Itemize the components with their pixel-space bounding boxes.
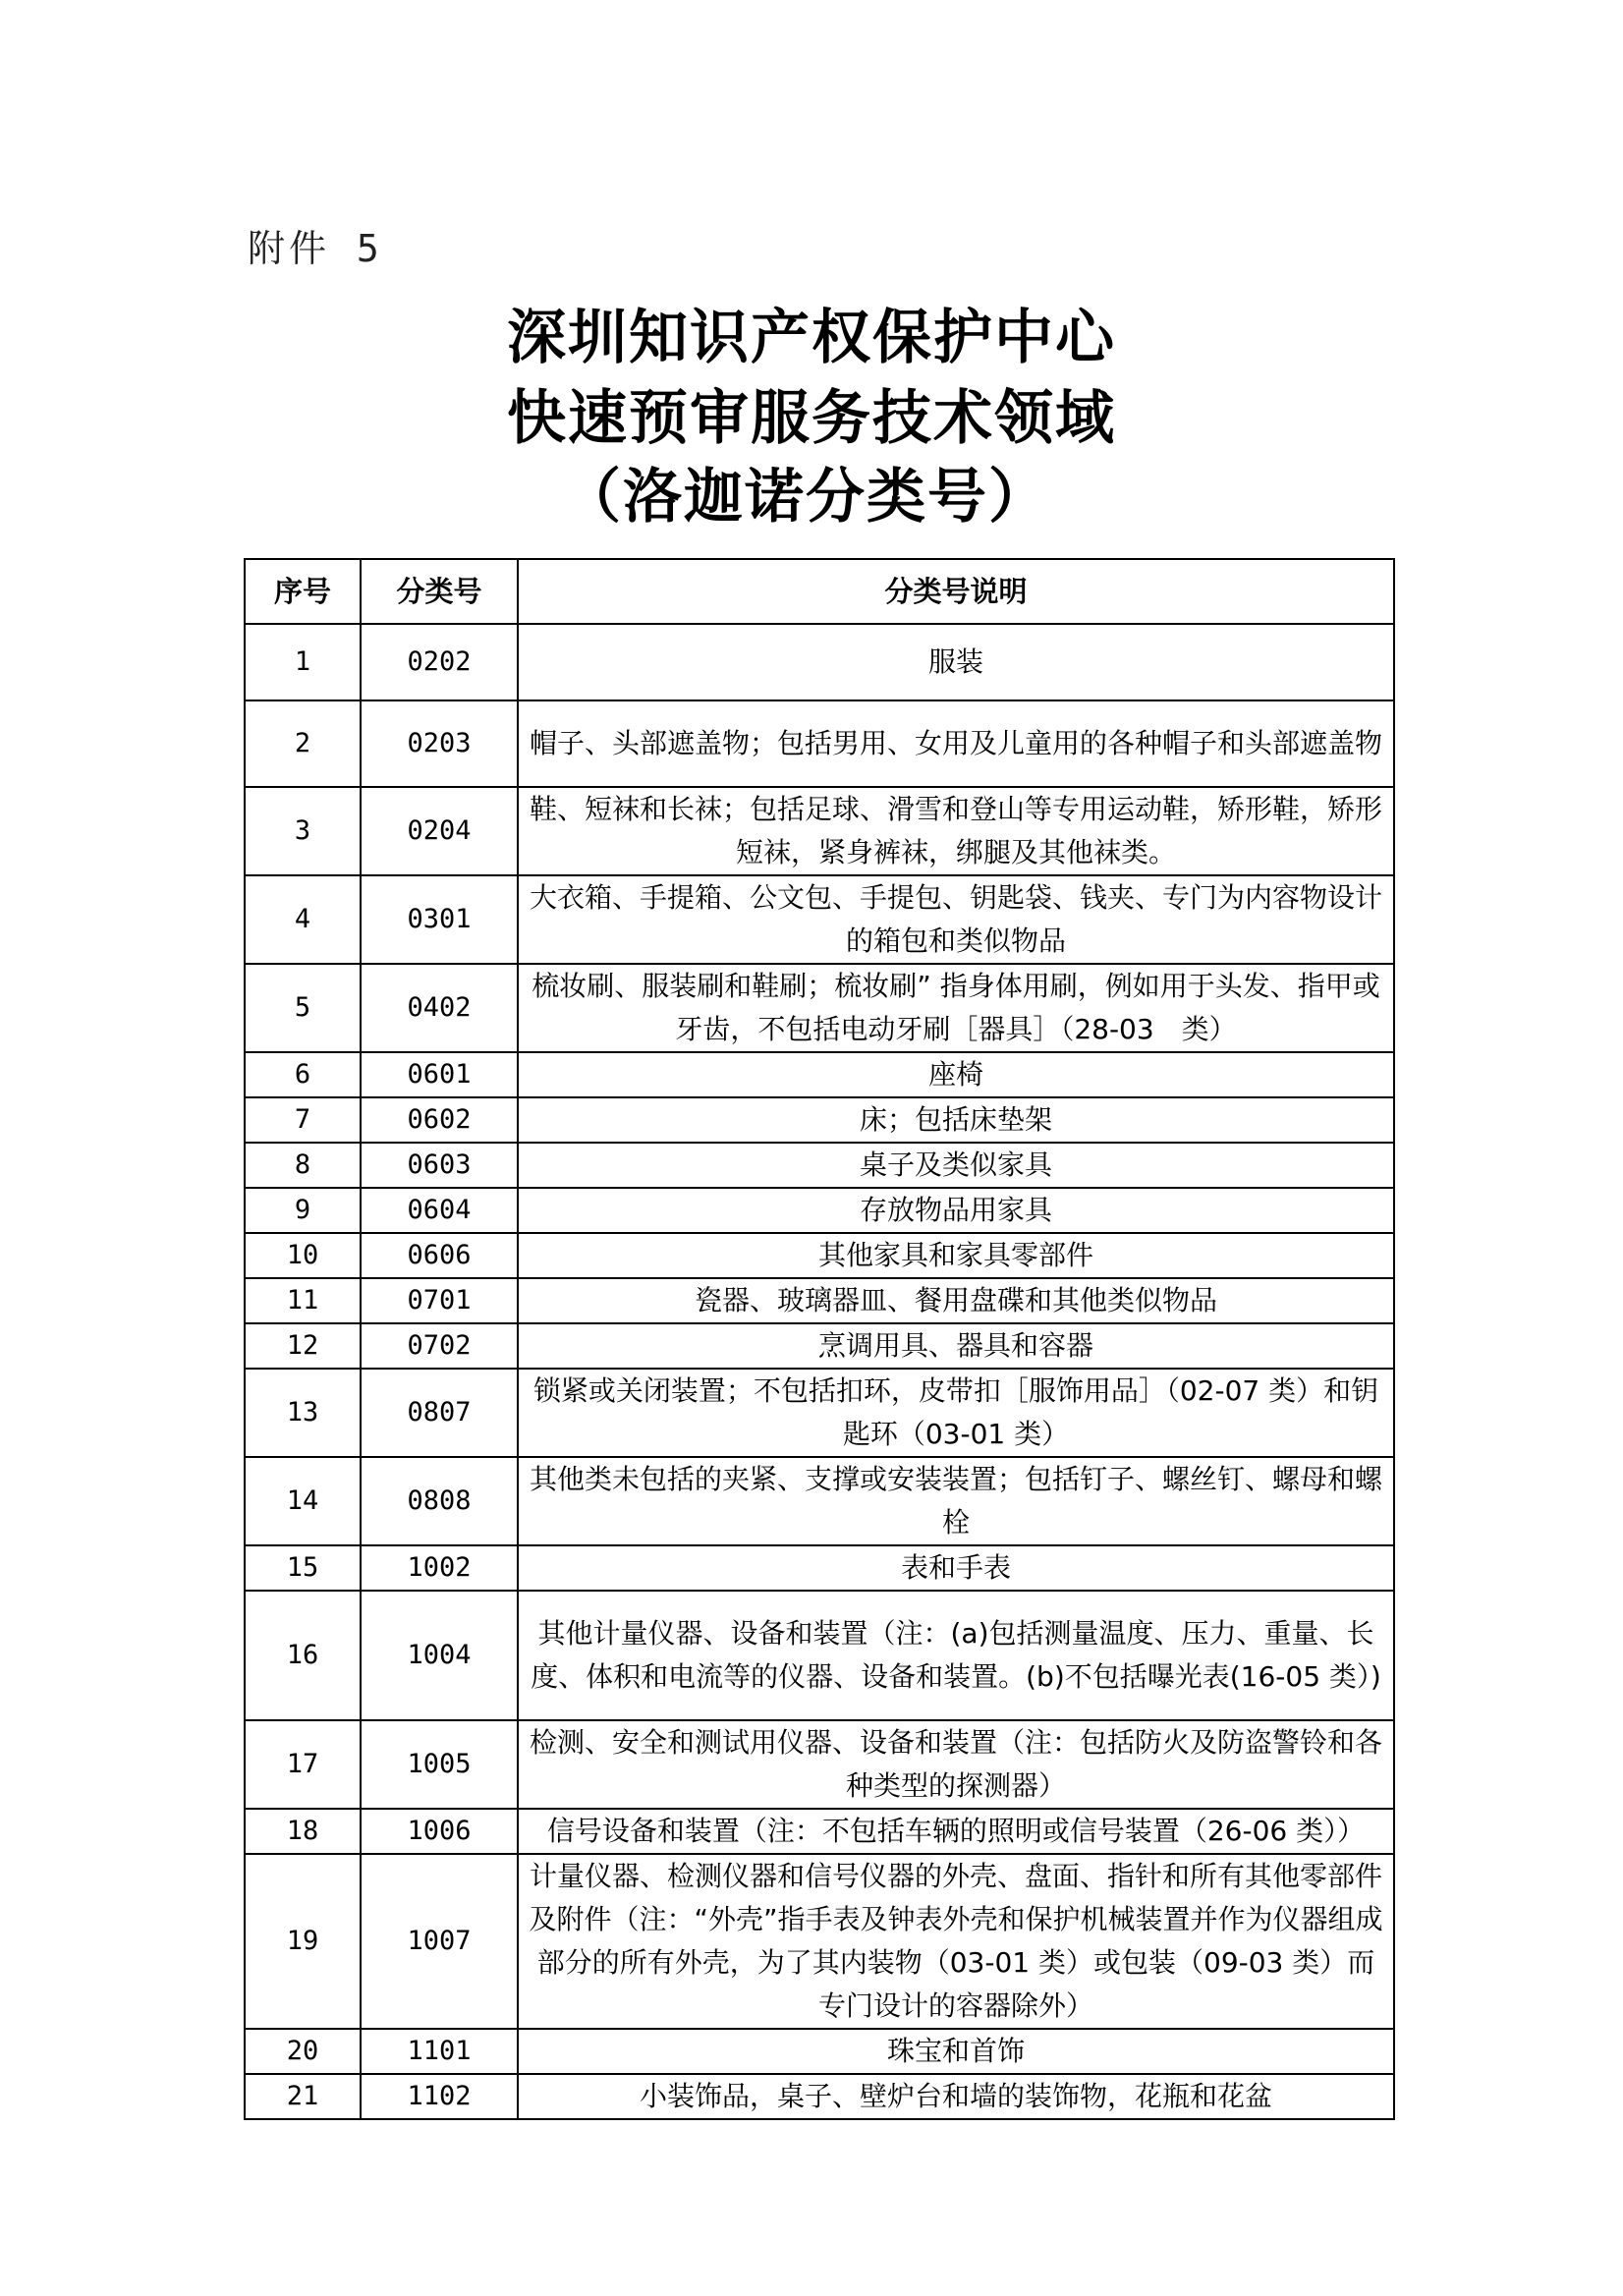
row-description: 检测、安全和测试用仪器、设备和装置（注：包括防火及防盗警铃和各种类型的探测器） [518, 1720, 1394, 1809]
row-description: 烹调用具、器具和容器 [518, 1323, 1394, 1369]
row-index: 18 [245, 1809, 361, 1854]
row-description: 其他家具和家具零部件 [518, 1233, 1394, 1278]
row-index: 15 [245, 1545, 361, 1591]
header-index: 序号 [245, 559, 361, 624]
row-description: 服装 [518, 624, 1394, 700]
page-title-line-3: （洛迦诺分类号） [562, 463, 1049, 532]
table-header-row [245, 559, 1394, 624]
row-description: 表和手表 [518, 1545, 1394, 1591]
row-index: 11 [245, 1278, 361, 1323]
table-row [245, 1097, 1394, 1143]
table-row [245, 1369, 1394, 1457]
table-row [245, 1545, 1394, 1591]
row-description: 梳妆刷、服装刷和鞋刷；梳妆刷” 指身体用刷，例如用于头发、指甲或牙齿，不包括电动牙刷［器具］（28-03 类） [518, 964, 1394, 1052]
row-class-code: 0602 [361, 1097, 518, 1143]
row-description: 其他类未包括的夹紧、支撑或安装装置；包括钉子、螺丝钉、螺母和螺栓 [518, 1457, 1394, 1545]
row-description: 鞋、短袜和长袜；包括足球、滑雪和登山等专用运动鞋，矫形鞋，矫形短袜，紧身裤袜，绑腿及其他袜类。 [518, 787, 1394, 875]
table-row [245, 1809, 1394, 1854]
row-index: 4 [245, 875, 361, 964]
row-index: 1 [245, 624, 361, 700]
attachment-label: 附件 5 [248, 227, 383, 270]
classification-table [244, 558, 1395, 2120]
row-description: 帽子、头部遮盖物；包括男用、女用及儿童用的各种帽子和头部遮盖物 [518, 700, 1394, 787]
header-description: 分类号说明 [518, 559, 1394, 624]
table-row [245, 624, 1394, 700]
row-description: 座椅 [518, 1052, 1394, 1097]
row-description: 瓷器、玻璃器皿、餐用盘碟和其他类似物品 [518, 1278, 1394, 1323]
table-row [245, 1720, 1394, 1809]
row-class-code: 0202 [361, 624, 518, 700]
row-index: 9 [245, 1188, 361, 1233]
row-description: 计量仪器、检测仪器和信号仪器的外壳、盘面、指针和所有其他零部件及附件（注：“外壳”指手表及钟表外壳和保护机械装置并作为仪器组成部分的所有外壳，为了其内装物（03-01 类）或包装（09-03 类）而专门设计的容器除外） [518, 1854, 1394, 2029]
row-class-code: 1002 [361, 1545, 518, 1591]
table-row [245, 1143, 1394, 1188]
table-row [245, 964, 1394, 1052]
row-index: 16 [245, 1591, 361, 1720]
row-class-code: 1007 [361, 1854, 518, 2029]
row-class-code: 0808 [361, 1457, 518, 1545]
table-row [245, 787, 1394, 875]
row-class-code: 0204 [361, 787, 518, 875]
row-class-code: 0701 [361, 1278, 518, 1323]
row-description: 存放物品用家具 [518, 1188, 1394, 1233]
row-class-code: 0603 [361, 1143, 518, 1188]
row-class-code: 0606 [361, 1233, 518, 1278]
row-class-code: 1101 [361, 2029, 518, 2074]
row-index: 8 [245, 1143, 361, 1188]
row-class-code: 1006 [361, 1809, 518, 1854]
table-row [245, 1052, 1394, 1097]
table-row [245, 1278, 1394, 1323]
row-index: 5 [245, 964, 361, 1052]
row-index: 21 [245, 2074, 361, 2119]
table-row [245, 2074, 1394, 2119]
row-description: 小装饰品，桌子、壁炉台和墙的装饰物，花瓶和花盆 [518, 2074, 1394, 2119]
row-description: 珠宝和首饰 [518, 2029, 1394, 2074]
table-row [245, 1233, 1394, 1278]
row-class-code: 0203 [361, 700, 518, 787]
row-class-code: 0301 [361, 875, 518, 964]
row-class-code: 0604 [361, 1188, 518, 1233]
row-index: 12 [245, 1323, 361, 1369]
page-title-line-1: 深圳知识产权保护中心 [507, 304, 1116, 372]
row-class-code: 1005 [361, 1720, 518, 1809]
table-row [245, 1323, 1394, 1369]
row-index: 6 [245, 1052, 361, 1097]
row-description: 锁紧或关闭装置；不包括扣环，皮带扣［服饰用品］（02-07 类）和钥匙环（03-01 类） [518, 1369, 1394, 1457]
row-index: 17 [245, 1720, 361, 1809]
row-index: 13 [245, 1369, 361, 1457]
row-class-code: 1102 [361, 2074, 518, 2119]
table-row [245, 2029, 1394, 2074]
row-index: 10 [245, 1233, 361, 1278]
table-row [245, 875, 1394, 964]
row-description: 其他计量仪器、设备和装置（注：(a)包括测量温度、压力、重量、长度、体积和电流等的仪器、设备和装置。(b)不包括曝光表(16-05 类）) [518, 1591, 1394, 1720]
row-class-code: 0807 [361, 1369, 518, 1457]
row-index: 7 [245, 1097, 361, 1143]
table-row [245, 1854, 1394, 2029]
row-index: 20 [245, 2029, 361, 2074]
row-index: 2 [245, 700, 361, 787]
table-row [245, 1457, 1394, 1545]
table-row [245, 1591, 1394, 1720]
page-title-line-2: 快速预审服务技术领域 [507, 384, 1116, 453]
row-index: 3 [245, 787, 361, 875]
table-row [245, 700, 1394, 787]
table-row [245, 1188, 1394, 1233]
row-class-code: 1004 [361, 1591, 518, 1720]
row-class-code: 0702 [361, 1323, 518, 1369]
row-class-code: 0601 [361, 1052, 518, 1097]
row-index: 19 [245, 1854, 361, 2029]
row-description: 大衣箱、手提箱、公文包、手提包、钥匙袋、钱夹、专门为内容物设计的箱包和类似物品 [518, 875, 1394, 964]
row-description: 床；包括床垫架 [518, 1097, 1394, 1143]
row-index: 14 [245, 1457, 361, 1545]
row-description: 桌子及类似家具 [518, 1143, 1394, 1188]
row-class-code: 0402 [361, 964, 518, 1052]
row-description: 信号设备和装置（注：不包括车辆的照明或信号装置（26-06 类）） [518, 1809, 1394, 1854]
header-class-code: 分类号 [361, 559, 518, 624]
